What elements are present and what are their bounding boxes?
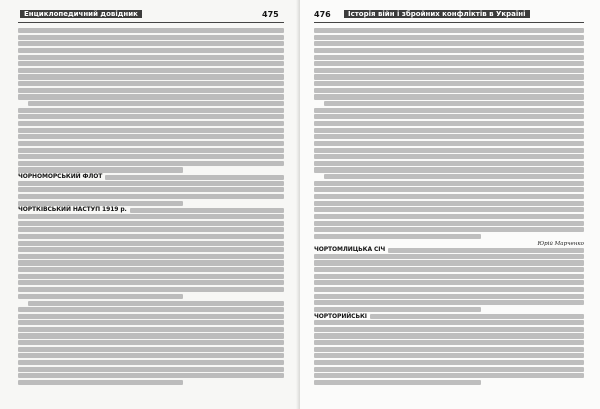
text-line <box>18 28 284 33</box>
text-line <box>18 280 284 285</box>
text-line <box>314 294 584 299</box>
text-line <box>314 167 584 172</box>
text-line <box>18 41 284 46</box>
text-line <box>18 94 284 99</box>
text-line <box>18 48 284 53</box>
text-line <box>18 201 183 206</box>
text-line <box>18 167 183 172</box>
text-line <box>314 380 481 385</box>
entry-headword: ЧОРТОРИЙСЬКІ <box>314 312 367 320</box>
text-line <box>314 187 584 192</box>
entry-headword: ЧОРТОМЛИЦЬКА СІЧ <box>314 246 386 254</box>
text-line <box>314 367 584 372</box>
text-line <box>18 373 284 378</box>
text-line <box>18 234 284 239</box>
text-line <box>18 274 284 279</box>
text-line <box>18 247 284 252</box>
text-line <box>18 294 183 299</box>
text-line <box>18 260 284 265</box>
text-line <box>370 314 584 319</box>
text-line <box>18 214 284 219</box>
text-line <box>130 208 284 213</box>
text-line <box>314 74 584 79</box>
text-line <box>18 360 284 365</box>
text-line <box>314 121 584 126</box>
text-line <box>324 174 584 179</box>
left-header-title: Енциклопедичний довідник <box>20 10 142 18</box>
text-line <box>314 55 584 60</box>
text-line <box>314 221 584 226</box>
text-line <box>314 134 584 139</box>
text-line <box>18 241 284 246</box>
left-page-body <box>18 28 284 404</box>
text-line <box>18 353 284 358</box>
text-line <box>314 114 584 119</box>
text-line <box>314 227 584 232</box>
text-line <box>18 221 284 226</box>
text-line <box>314 267 584 272</box>
text-line <box>18 74 284 79</box>
author-name: Юрій Марченко <box>537 240 584 247</box>
text-line <box>314 141 584 146</box>
text-line <box>314 68 584 73</box>
text-line <box>28 301 284 306</box>
text-line <box>18 287 284 292</box>
text-line <box>388 248 584 253</box>
text-line <box>314 353 584 358</box>
text-line <box>18 141 284 146</box>
right-page-number: 476 <box>314 10 331 19</box>
text-line <box>314 274 584 279</box>
text-line <box>18 148 284 153</box>
entry-headword: ЧОРНОМОРСЬКИЙ ФЛОТ <box>18 173 103 181</box>
text-line <box>314 214 584 219</box>
text-line <box>314 287 584 292</box>
text-line <box>18 81 284 86</box>
text-line <box>18 187 284 192</box>
text-line <box>314 340 584 345</box>
text-line <box>314 108 584 113</box>
text-line <box>314 28 584 33</box>
entry-headword: ЧОРТКІВСЬКИЙ НАСТУП 1919 р. <box>18 206 127 214</box>
entry-heading-line <box>18 300 284 307</box>
text-line <box>314 61 584 66</box>
text-line <box>18 61 284 66</box>
text-line <box>314 360 584 365</box>
text-line <box>314 194 584 199</box>
text-line <box>314 254 584 259</box>
right-page <box>300 0 600 409</box>
text-line <box>314 260 584 265</box>
text-line <box>18 88 284 93</box>
right-running-head <box>344 8 530 21</box>
entry-heading-line <box>314 314 584 321</box>
text-line <box>314 154 584 159</box>
text-line <box>18 181 284 186</box>
text-line <box>18 114 284 119</box>
text-line <box>18 320 284 325</box>
text-line <box>314 94 584 99</box>
text-line <box>314 280 584 285</box>
text-line <box>314 373 584 378</box>
text-line <box>18 128 284 133</box>
text-line <box>314 333 584 338</box>
text-line <box>314 88 584 93</box>
text-line <box>18 267 284 272</box>
text-line <box>314 48 584 53</box>
text-line <box>314 307 481 312</box>
right-page-body <box>314 28 584 404</box>
text-line <box>314 201 584 206</box>
right-header-rule <box>314 22 584 23</box>
text-line <box>18 333 284 338</box>
left-header-rule <box>18 22 284 23</box>
left-running-head <box>20 8 142 21</box>
entry-heading-line <box>18 174 284 181</box>
text-line <box>324 101 584 106</box>
entry-heading-line <box>18 207 284 214</box>
text-line <box>314 300 584 305</box>
text-line <box>18 194 284 199</box>
text-line <box>18 68 284 73</box>
text-line <box>18 347 284 352</box>
text-line <box>18 161 284 166</box>
text-line <box>18 380 183 385</box>
text-line <box>18 121 284 126</box>
right-header-title: Історія війн і збройних конфліктів в Україні <box>344 10 530 18</box>
text-line <box>18 314 284 319</box>
text-line <box>18 55 284 60</box>
left-page-number: 475 <box>262 10 279 19</box>
text-line <box>314 207 584 212</box>
text-line <box>18 154 284 159</box>
text-line <box>18 340 284 345</box>
text-line <box>18 367 284 372</box>
text-line <box>18 327 284 332</box>
text-line <box>314 347 584 352</box>
text-line <box>314 81 584 86</box>
text-line <box>314 148 584 153</box>
text-line <box>18 307 284 312</box>
text-line <box>314 181 584 186</box>
text-line <box>314 35 584 40</box>
text-line <box>28 101 284 106</box>
entry-heading-line <box>314 247 584 254</box>
text-line <box>105 175 284 180</box>
text-line <box>18 254 284 259</box>
text-line <box>18 35 284 40</box>
text-line <box>314 161 584 166</box>
text-line <box>314 234 481 239</box>
text-line <box>314 41 584 46</box>
text-line <box>314 327 584 332</box>
text-line <box>314 320 584 325</box>
text-line <box>18 227 284 232</box>
text-line <box>314 128 584 133</box>
text-line <box>18 108 284 113</box>
text-line <box>18 134 284 139</box>
